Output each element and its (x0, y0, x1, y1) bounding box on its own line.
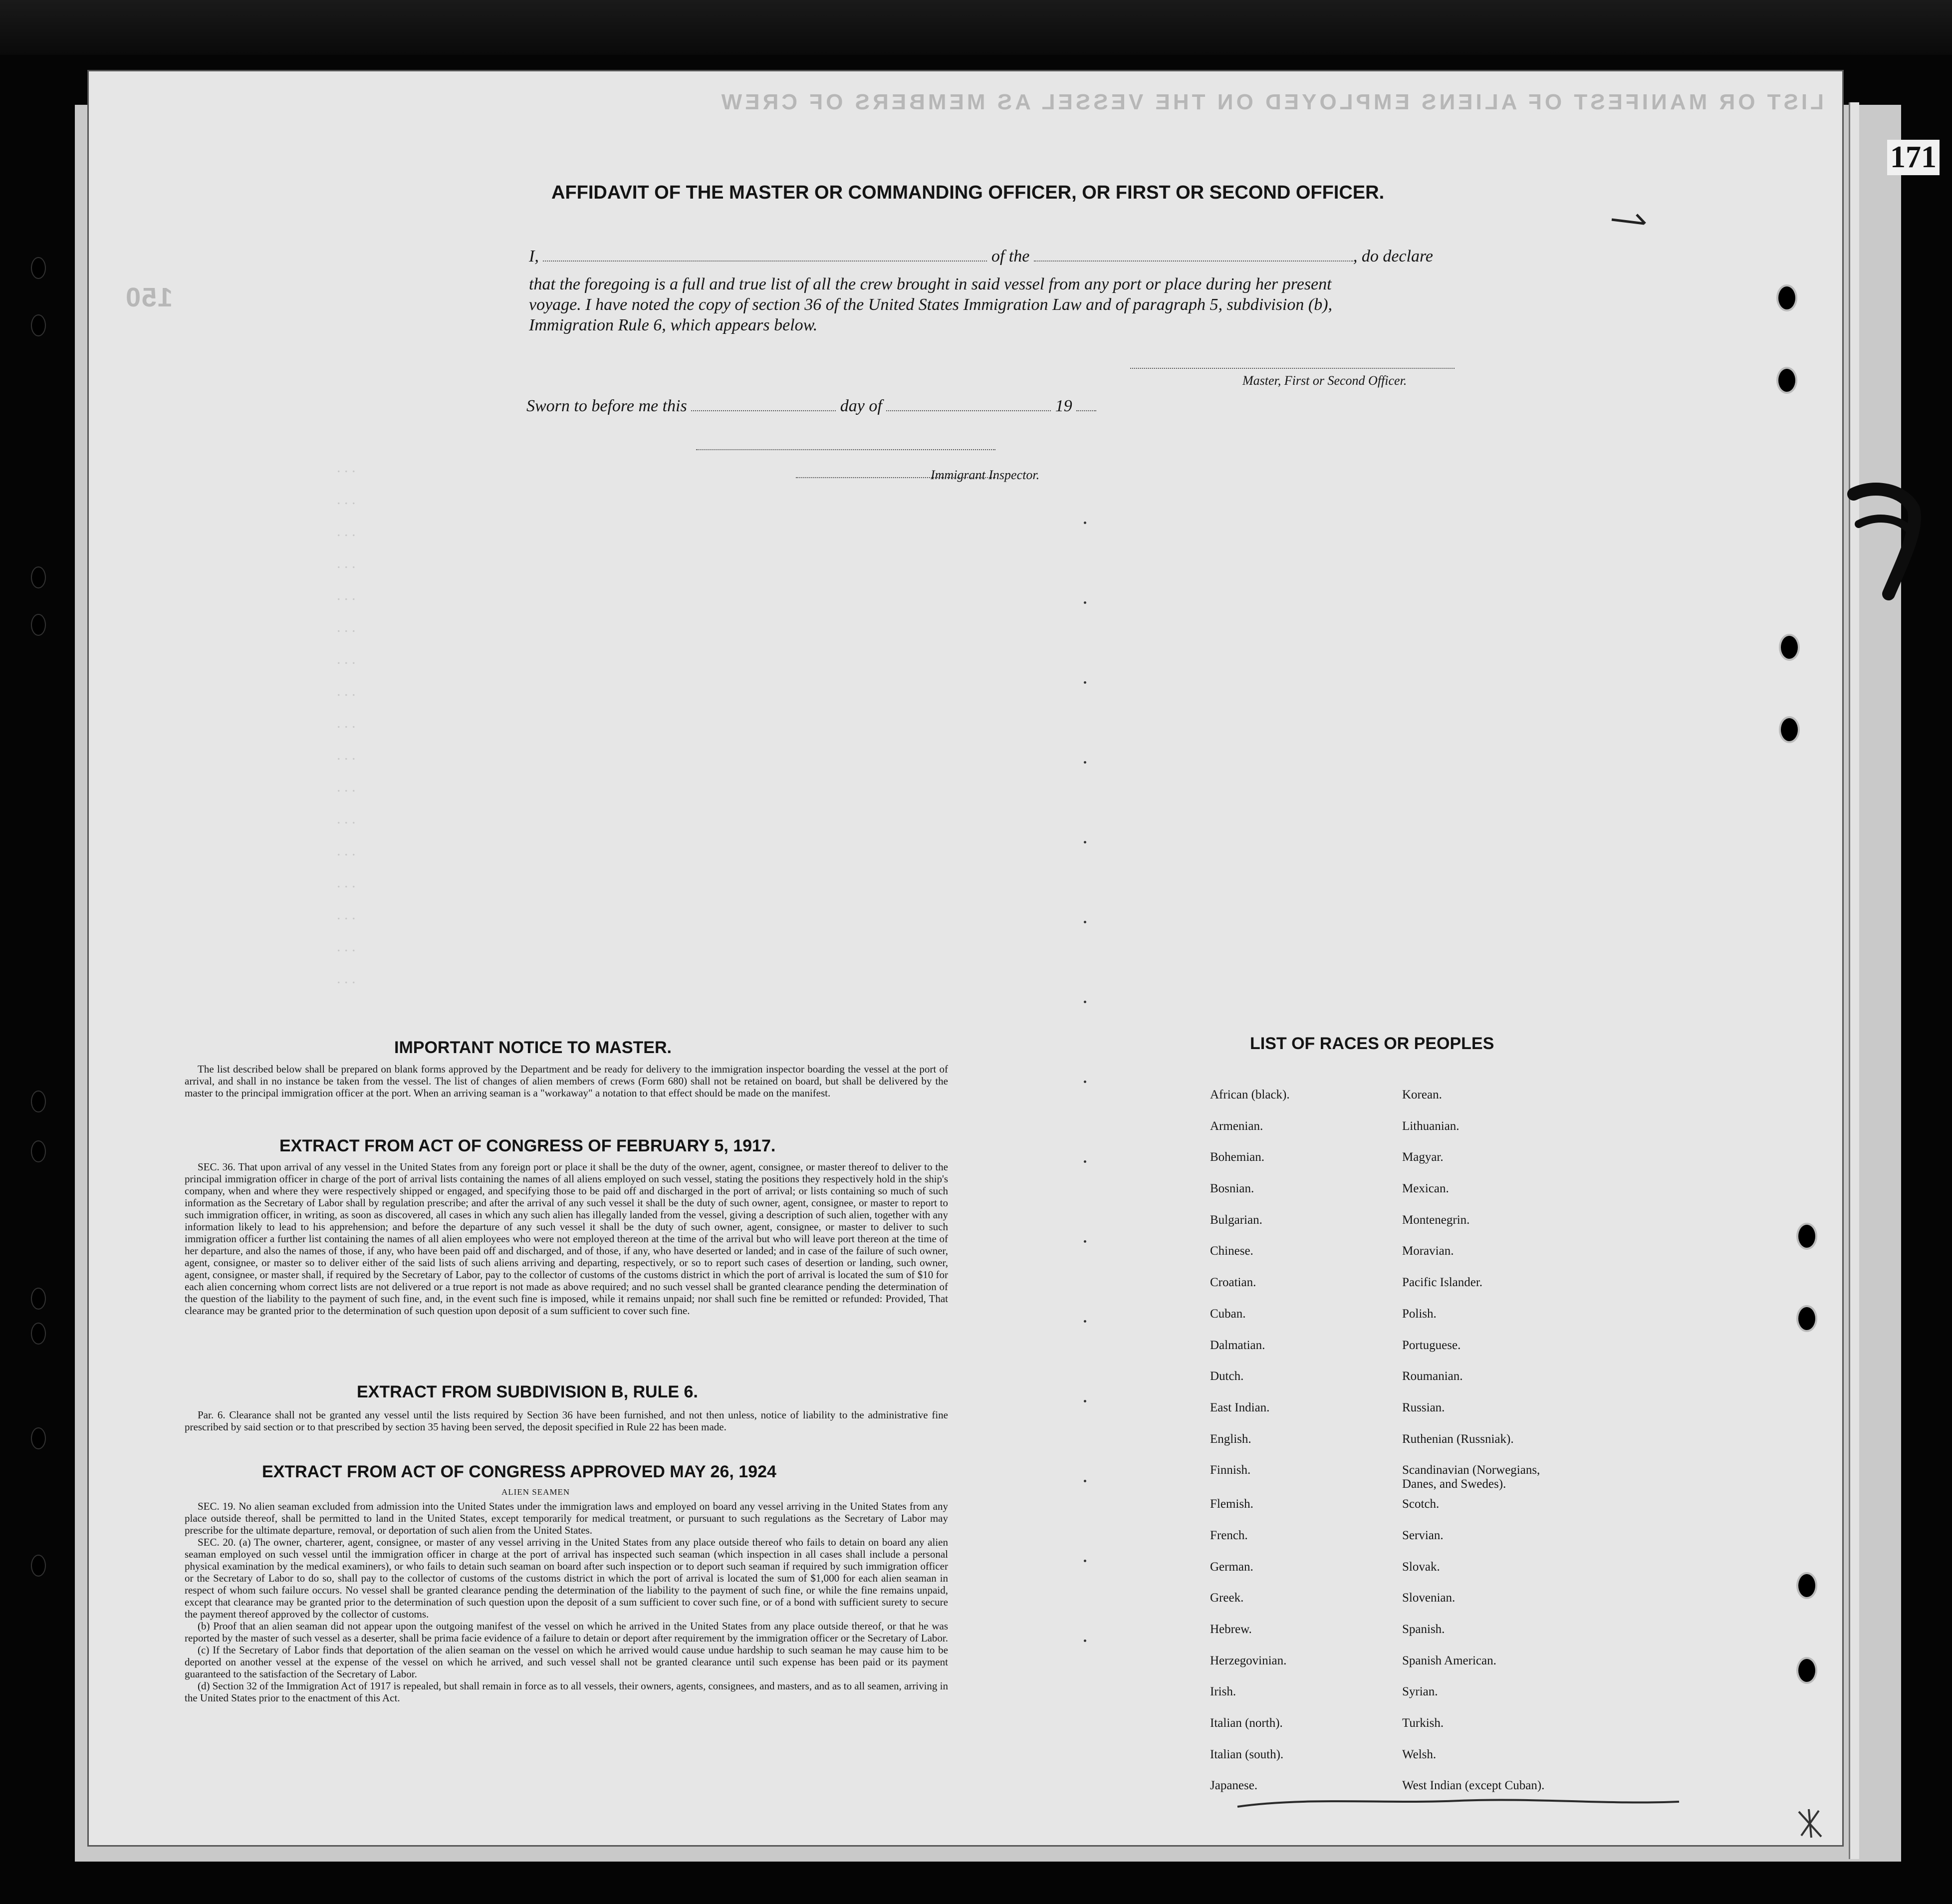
signature-label: Master, First or Second Officer. (1242, 373, 1407, 388)
extract-1924-paragraph: (d) Section 32 of the Immigration Act of 1917 is repealed, but shall remain in force as to all vessels, their owners, agents, consignees, and masters, and as to all seamen, arriving in the United States prior to the enactment of this Act. (185, 1680, 949, 1704)
extract-rule6-title: EXTRACT FROM SUBDIVISION B, RULE 6. (357, 1382, 698, 1401)
race-item: Greek. (1210, 1591, 1244, 1605)
name-blank[interactable] (543, 261, 987, 262)
race-item: Scandinavian (Norwegians, Danes, and Swedes). (1402, 1463, 1540, 1491)
extract-1924-title: EXTRACT FROM ACT OF CONGRESS APPROVED MAY 26, 1924 (262, 1462, 776, 1481)
bleed-through-number: 150 (125, 282, 173, 312)
binder-hole-icon (31, 1323, 46, 1345)
corner-mark-icon (1794, 1807, 1829, 1842)
race-item: Herzegovinian. (1210, 1653, 1287, 1667)
race-item: Italian (north). (1210, 1716, 1283, 1730)
vessel-blank[interactable] (1034, 261, 1353, 262)
race-item: Dutch. (1210, 1369, 1244, 1383)
punch-hole-icon (1796, 1657, 1817, 1684)
race-item: Ruthenian (Russniak). (1402, 1432, 1514, 1446)
race-item: Finnish. (1210, 1463, 1251, 1477)
race-item: Turkish. (1402, 1716, 1444, 1730)
race-item: Bohemian. (1210, 1150, 1265, 1164)
punch-hole-icon (1796, 1223, 1817, 1250)
punch-hole-icon (1776, 367, 1797, 394)
year-text: 19 (1055, 397, 1072, 415)
race-item: East Indian. (1210, 1400, 1270, 1414)
inspector-line[interactable] (696, 449, 995, 450)
race-item: Korean. (1402, 1088, 1442, 1101)
race-item: English. (1210, 1432, 1251, 1446)
race-item: Lithuanian. (1402, 1119, 1460, 1133)
binder-hole-icon (31, 1288, 46, 1310)
race-item: Slovenian. (1402, 1591, 1456, 1605)
declaration-i: I, (529, 247, 539, 266)
races-title: LIST OF RACES OR PEOPLES (1250, 1034, 1494, 1053)
race-item: Syrian. (1402, 1685, 1438, 1699)
race-item: Japanese. (1210, 1779, 1258, 1793)
race-item: Bulgarian. (1210, 1213, 1262, 1227)
extract-1917-title: EXTRACT FROM ACT OF CONGRESS OF FEBRUARY 5, 1917. (279, 1136, 776, 1155)
race-item: German. (1210, 1560, 1253, 1574)
race-item: African (black). (1210, 1088, 1290, 1101)
declaration-line-1 (529, 247, 1433, 266)
extract-1917-text: SEC. 36. That upon arrival of any vessel in the United States from any foreign port or place it shall be the duty of the owner, agent, consignee, or master thereof to deliver to the principal immigration officer in charge of the port of arrival lists containing the names of all aliens employed on such vessel, stating the positions they respectively hold in the ship's company, when and where they were respectively shipped or engaged, and specifying those to be paid off and discharged in the port of arrival; or lists containing so much of such information as the Secretary of Labor shall by regulation prescribe; and after the arrival of any such vessel it shall be the duty of such owner, agent, consignee, or master to report to such immigration officer, in writing, as soon as discovered, all cases in which any such alien has illegally landed from the vessel, giving a description of such alien, together with any information likely to lead to his apprehension; and before the departure of any such vessel it shall be the duty of such owner, agent, consignee, or master to deliver to such immigration officer a further list containing the names of all alien employees who were not employed thereon at the time of the arrival but who will leave port thereon at the time of her departure, and also the names of those, if any, who have been paid off and discharged, and of those, if any, who have deserted or landed; and in case of the failure of such owner, agent, consignee, or master so to deliver either of the said lists of such aliens arriving and departing, respectively, or so to report such cases of desertion or landing, such owner, agent, consignee, or master shall, if required by the Secretary of Labor, pay to the collector of customs of the customs district in which the port of arrival is located the sum of $10 for each alien concerning whom correct lists are not delivered or a true report is not made as above required; and no such vessel shall be granted clearance pending the determination of the question of the liability to the payment of such fine, and, in the event such fine is imposed, while it remains unpaid; nor shall such fine be remitted or refunded: Provided, That clearance may be granted prior to the determination of such question upon deposit of a sum sufficient to cover such fine. (185, 1161, 948, 1317)
race-item: Hebrew. (1210, 1623, 1252, 1636)
race-item: Italian (south). (1210, 1747, 1284, 1761)
affidavit-title: AFFIDAVIT OF THE MASTER OR COMMANDING OFFICER, OR FIRST OR SECOND OFFICER. (551, 182, 1385, 203)
binder-hole-icon (31, 1090, 46, 1112)
punch-hole-icon (1779, 634, 1800, 661)
bleed-through-heading: LIST OR MANIFEST OF ALIENS EMPLOYED ON THE VESSEL AS MEMBERS OF CREW (718, 90, 1824, 114)
race-item: Irish. (1210, 1685, 1236, 1699)
race-item: French. (1210, 1528, 1248, 1542)
punch-hole-icon (1776, 284, 1797, 311)
extract-rule6-text: Par. 6. Clearance shall not be granted any vessel until the lists required by Section 36 have been furnished, and not then unless, notice of liability to the administrative fine prescribed by said section or to that prescribed by section 35 having been served, the deposit specified in Rule 22 has been made. (185, 1409, 948, 1433)
sworn-day-blank[interactable] (691, 410, 836, 411)
binder-hole-icon (31, 1427, 46, 1449)
race-item: Chinese. (1210, 1244, 1253, 1258)
declaration-line-3: voyage. I have noted the copy of section 36 of the United States Immigration Law and of paragraph 5, subdivision (b), (529, 295, 1333, 314)
manifest-sheet (87, 70, 1844, 1847)
race-item: Croatian. (1210, 1276, 1256, 1290)
extract-1924-subtitle: ALIEN SEAMEN (501, 1487, 570, 1497)
page-number: 171 (1887, 140, 1940, 175)
sworn-month-blank[interactable] (886, 410, 1051, 411)
race-item: Spanish. (1402, 1623, 1445, 1636)
race-item: Armenian. (1210, 1119, 1263, 1133)
declaration-end: , do declare (1353, 247, 1434, 266)
races-left-column (1210, 1088, 1290, 1810)
race-item: Flemish. (1210, 1497, 1253, 1511)
race-item: Pacific Islander. (1402, 1276, 1483, 1290)
race-item: Slovak. (1402, 1560, 1440, 1574)
extract-1924-paragraph: (c) If the Secretary of Labor finds that deportation of the alien seaman on the vessel on which he arrived would cause undue hardship to such seaman he may cause him to be deported on another vessel at the expense of the vessel on which he arrived, and such vessel shall not be granted clearance until such expense has been paid or its payment guaranteed to the satisfaction of the Secretary of Labor. (185, 1644, 948, 1680)
sworn-line (526, 397, 1096, 416)
race-item: Mexican. (1402, 1182, 1449, 1196)
day-of-text: day of (840, 397, 882, 415)
bleed-through-column: . . . . . . . . . . . . . . . . . . . . . . . . . . . . . . . . . . . . . . . . . . . . . . . . . . . (337, 459, 356, 987)
races-right-column (1402, 1088, 1567, 1810)
race-item: Magyar. (1402, 1150, 1444, 1164)
binder-hole-icon (31, 566, 46, 588)
race-item: Portuguese. (1402, 1338, 1461, 1352)
race-item: Roumanian. (1402, 1369, 1463, 1383)
binder-hole-icon (31, 1555, 46, 1577)
race-item: West Indian (except Cuban). (1402, 1779, 1545, 1793)
binder-hole-icon (31, 614, 46, 636)
extract-1924-paragraph: (b) Proof that an alien seaman did not appear upon the outgoing manifest of the vessel on which he arrived in the United States from any place outside thereof, or that he was reported by the master of such vessel as a deserter, shall be prima facie evidence of a failure to detain or deport after requirement by the immigration officer or the Secretary of Labor. (185, 1620, 948, 1644)
notice-text: The list described below shall be prepared on blank forms approved by the Department and be ready for delivery to the immigration inspector boarding the vessel at the port of arrival, and shall in no instance be taken from the vessel. The list of changes of alien members of crews (Form 680) shall not be retained on board, but shall be delivered by the master to the principal immigration officer at the port. When an arriving seaman is a "workaway" a notation to that effect should be made on the manifest. (185, 1063, 948, 1099)
declaration-line-2: that the foregoing is a full and true list of all the crew brought in said vessel from any port or place during her present (529, 275, 1332, 293)
signature-scribble-icon (1235, 1787, 1684, 1817)
race-item: Scotch. (1402, 1497, 1440, 1511)
binder-hole-icon (31, 314, 46, 336)
race-item: Spanish American. (1402, 1653, 1496, 1667)
race-item: Russian. (1402, 1400, 1445, 1414)
ink-mark-icon (1609, 210, 1649, 230)
race-item: Montenegrin. (1402, 1213, 1470, 1227)
scanner-frame-top (0, 0, 1952, 55)
sworn-text: Sworn to before me this (526, 397, 687, 415)
race-item: Moravian. (1402, 1244, 1454, 1258)
signature-line[interactable] (1130, 368, 1455, 369)
declaration-line-4: Immigration Rule 6, which appears below. (529, 316, 818, 334)
punch-hole-icon (1796, 1305, 1817, 1332)
notice-title: IMPORTANT NOTICE TO MASTER. (394, 1038, 672, 1057)
handwritten-mark-icon (1844, 479, 1934, 609)
race-item: Dalmatian. (1210, 1338, 1265, 1352)
race-item: Bosnian. (1210, 1182, 1254, 1196)
extract-1924-body (185, 1500, 948, 1704)
punch-hole-icon (1779, 716, 1800, 743)
punch-hole-icon (1796, 1572, 1817, 1599)
page-edge (1849, 102, 1859, 1859)
race-item: Cuban. (1210, 1307, 1246, 1321)
binder-hole-icon (31, 257, 46, 279)
declaration-of-the: of the (991, 247, 1030, 266)
race-item: Servian. (1402, 1528, 1444, 1542)
sworn-year-blank[interactable] (1076, 410, 1096, 411)
race-item: Welsh. (1402, 1747, 1437, 1761)
race-item: Polish. (1402, 1307, 1437, 1321)
extract-1924-paragraph: SEC. 19. No alien seaman excluded from admission into the United States under the immigration laws and employed on board any vessel arriving in the United States from any place outside thereof, shall be permitted to land in the United States, except temporarily for medical treatment, or pursuant to such regulations as the Secretary of Labor may prescribe for the ultimate departure, removal, or deportation of such alien from the United States. (185, 1500, 948, 1536)
extract-1924-paragraph: SEC. 20. (a) The owner, charterer, agent, consignee, or master of any vessel arriving in the United States from any place outside thereof who fails to detain on board any alien seaman employed on such vessel until the immigration officer in charge at the port of arrival has inspected such seaman (which inspection in all cases shall include a personal physical examination by the medical examiners), or who fails to detain such seaman on board after such inspection or to deport such seaman if required by such immigration officer or the Secretary of Labor to do so, shall pay to the collector of customs of the customs district in which the port of arrival is located the sum of $1,000 for each alien seaman in respect of whom such failure occurs. No vessel shall be granted clearance pending the determination of the liability to the payment of such fine, or while the fine remains unpaid, except that clearance may be granted prior to the determination of such question upon the deposit of a sum sufficient to cover such fine, or of a bond with sufficient surety to secure the payment thereof approved by the collector of customs. (185, 1536, 948, 1620)
binder-hole-icon (31, 1140, 46, 1162)
inspector-label: Immigrant Inspector. (931, 468, 1040, 482)
